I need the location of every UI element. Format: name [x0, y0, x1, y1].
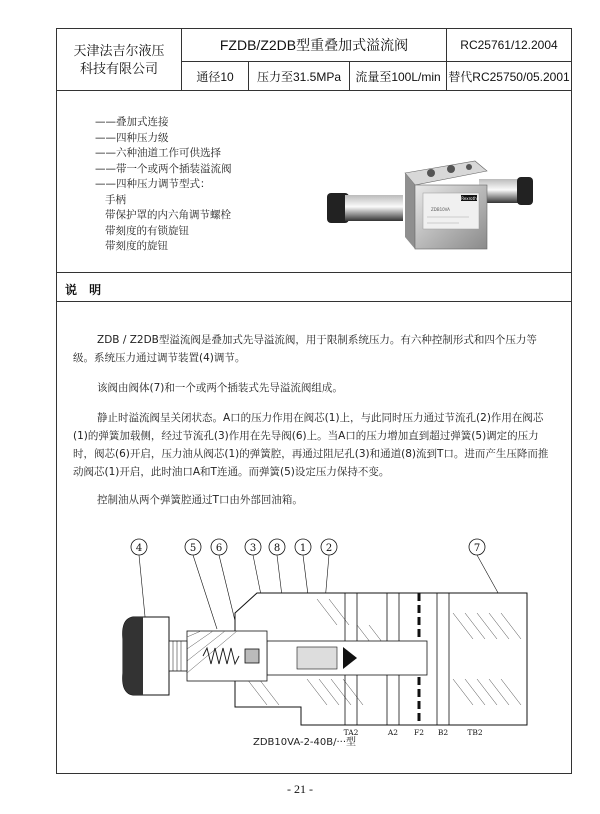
port-label-bottom: TB2 [467, 728, 483, 737]
callout-2 [321, 539, 337, 555]
page-number: - 21 - [287, 782, 313, 796]
company-line-1: 天津法吉尔液压 [73, 42, 165, 58]
description-paragraph: ZDB / Z2DB型溢流阀是叠加式先导溢流阀，用于限制系统压力。有六种控制形式和四个压力等级。系统压力通过调节装置(4)调节。 [73, 334, 537, 364]
brand-logo-text: Rexroth [461, 196, 477, 201]
feature-item: ——六种油道工作可供选择 [95, 147, 221, 159]
pilot-cartridge [187, 631, 267, 681]
description-paragraph: 静止时溢流阀呈关闭状态。A口的压力作用在阀芯(1)上，与此同时压力通过节流孔(2)作用在阀芯(1)的弹簧加载侧，经过节流孔(3)作用在先导阀(6)上。当A口的压力增加直到超过弹簧(5)调定的压力时，阀芯(6)开启，压力油从阀芯(1)的弹簧腔，再通过阻尼孔(3)和通道(8)流到T口。进而产生压降而推动阀芯(1)开启，此时油口A和T连通。而弹簧(5)设定压力保持不变。 [73, 412, 549, 478]
port-label-bottom: B2 [437, 728, 449, 737]
svg-text:6: 6 [215, 543, 223, 554]
svg-text:3: 3 [249, 543, 257, 554]
feature-subitem: 带保护罩的内六角调节螺栓 [105, 209, 231, 221]
feature-subitem: 手柄 [105, 193, 126, 206]
spec-replaces: 替代RC25750/05.2001 [447, 62, 572, 91]
callout-3 [245, 539, 261, 555]
feature-item: ——四种压力级 [95, 131, 169, 144]
callout-1 [295, 539, 311, 555]
spec-pressure: 压力至31.5MPa [249, 62, 350, 91]
svg-text:1: 1 [299, 543, 307, 554]
callout-5 [185, 539, 201, 555]
svg-text:7: 7 [473, 543, 481, 554]
svg-text:8: 8 [273, 543, 281, 554]
company-line-2: 科技有限公司 [79, 60, 158, 76]
nameplate-code: ZDB10VA [431, 207, 450, 212]
callout-6 [211, 539, 227, 555]
port-label-bottom: TA2 [343, 728, 359, 737]
section-divider [57, 272, 571, 273]
svg-text:4: 4 [135, 543, 143, 554]
doc-code: RC25761/12.2004 [447, 29, 572, 62]
port-label-bottom: A2 [387, 728, 399, 737]
adjustment-knob [123, 617, 187, 695]
spec-flow: 流量至100L/min [350, 62, 447, 91]
callout-7 [469, 539, 485, 555]
section-divider [57, 301, 571, 302]
feature-subitem: 带刻度的有锁旋钮 [105, 224, 189, 237]
product-title: FZDB/Z2DB型重叠加式溢流阀 [182, 29, 447, 62]
callout-8 [269, 539, 285, 555]
valve-body [235, 593, 527, 725]
svg-text:5: 5 [189, 543, 197, 554]
page-frame [56, 28, 572, 774]
feature-item: ——带一个或两个插装溢流阀 [95, 162, 232, 175]
spec-bore: 通径10 [182, 62, 249, 91]
section-title: 说 明 [65, 283, 106, 297]
feature-item: ——叠加式连接 [95, 116, 169, 128]
port-label-bottom: F2 [414, 728, 424, 737]
callout-4 [131, 539, 147, 555]
product-photo [319, 141, 539, 261]
description-paragraph: 控制油从两个弹簧腔通过T口由外部回油箱。 [97, 494, 303, 506]
svg-text:2: 2 [325, 543, 333, 554]
diagram-caption: ZDB10VA-2-40B/···型 [253, 737, 357, 748]
feature-subitem: 带刻度的旋钮 [105, 240, 168, 252]
header-table [57, 29, 571, 91]
feature-item: ——四种压力调节型式： [95, 178, 211, 190]
cross-section-diagram [117, 529, 547, 749]
description-paragraph: 该阀由阀体(7)和一个或两个插装式先导溢流阀组成。 [97, 382, 343, 394]
feature-list [95, 115, 232, 255]
company-name [57, 29, 182, 91]
